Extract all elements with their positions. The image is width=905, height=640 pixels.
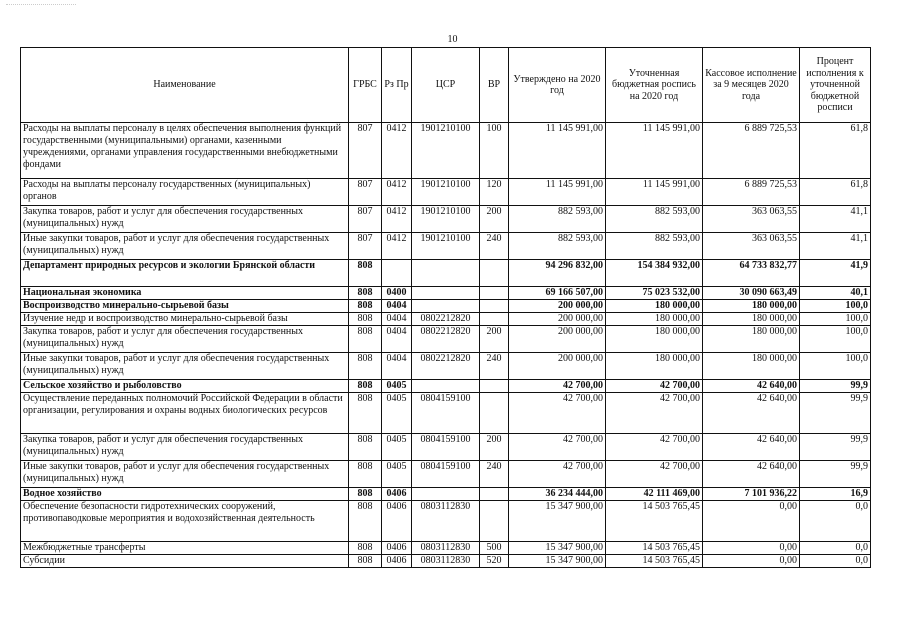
row-vr [480, 287, 509, 300]
table-row [21, 123, 871, 179]
header-name: Наименование [21, 48, 349, 123]
row-name: Изучение недр и воспроизводство минерально-сырьевой базы [21, 313, 349, 326]
row-name: Закупка товаров, работ и услуг для обеспечения государственных (муниципальных) нужд [21, 326, 349, 353]
row-rzpr: 0412 [382, 123, 412, 179]
row-cash: 6 889 725,53 [703, 179, 800, 206]
row-vr [480, 393, 509, 434]
row-rzpr: 0406 [382, 501, 412, 542]
row-csr [412, 260, 480, 287]
row-grbs: 808 [349, 488, 382, 501]
row-percent: 41,9 [800, 260, 871, 287]
row-csr [412, 488, 480, 501]
row-grbs: 808 [349, 542, 382, 555]
row-cash: 180 000,00 [703, 353, 800, 380]
row-vr: 200 [480, 326, 509, 353]
row-vr [480, 260, 509, 287]
row-grbs: 808 [349, 461, 382, 488]
row-rzpr [382, 260, 412, 287]
row-grbs: 807 [349, 123, 382, 179]
row-rzpr: 0412 [382, 206, 412, 233]
row-name: Закупка товаров, работ и услуг для обеспечения государственных (муниципальных) нужд [21, 206, 349, 233]
row-rzpr: 0406 [382, 542, 412, 555]
table-body [21, 123, 871, 568]
row-vr: 200 [480, 206, 509, 233]
row-name: Межбюджетные трансферты [21, 542, 349, 555]
row-grbs: 807 [349, 233, 382, 260]
row-vr [480, 313, 509, 326]
row-csr [412, 300, 480, 313]
row-rzpr: 0404 [382, 353, 412, 380]
row-grbs: 808 [349, 501, 382, 542]
row-cash: 180 000,00 [703, 313, 800, 326]
row-rzpr: 0405 [382, 393, 412, 434]
row-cash: 42 640,00 [703, 393, 800, 434]
row-approved: 42 700,00 [509, 434, 606, 461]
budget-table [20, 47, 871, 568]
table-row [21, 300, 871, 313]
row-approved: 882 593,00 [509, 233, 606, 260]
row-vr: 520 [480, 555, 509, 568]
row-approved: 15 347 900,00 [509, 501, 606, 542]
row-approved: 15 347 900,00 [509, 542, 606, 555]
row-rzpr: 0404 [382, 326, 412, 353]
header-refined: Уточненная бюджетная роспись на 2020 год [606, 48, 703, 123]
row-grbs: 808 [349, 300, 382, 313]
row-percent: 41,1 [800, 233, 871, 260]
header-csr: ЦСР [412, 48, 480, 123]
row-rzpr: 0406 [382, 555, 412, 568]
row-name: Сельское хозяйство и рыболовство [21, 380, 349, 393]
row-percent: 100,0 [800, 353, 871, 380]
row-rzpr: 0406 [382, 488, 412, 501]
header-vr: ВР [480, 48, 509, 123]
row-percent: 99,9 [800, 461, 871, 488]
row-refined: 42 700,00 [606, 380, 703, 393]
row-refined: 42 111 469,00 [606, 488, 703, 501]
row-csr: 0803112830 [412, 542, 480, 555]
row-cash: 30 090 663,49 [703, 287, 800, 300]
table-row [21, 434, 871, 461]
row-vr: 240 [480, 461, 509, 488]
row-cash: 0,00 [703, 542, 800, 555]
table-row [21, 488, 871, 501]
row-percent: 100,0 [800, 313, 871, 326]
row-name: Иные закупки товаров, работ и услуг для обеспечения государственных (муниципальных) нужд [21, 233, 349, 260]
row-approved: 42 700,00 [509, 461, 606, 488]
row-refined: 14 503 765,45 [606, 555, 703, 568]
row-grbs: 808 [349, 555, 382, 568]
row-csr: 0803112830 [412, 555, 480, 568]
row-name: Осуществление переданных полномочий Российской Федерации в области организации, регулирования и охраны водных биологических ресурсов [21, 393, 349, 434]
header-rzpr: Рз Пр [382, 48, 412, 123]
row-csr: 1901210100 [412, 206, 480, 233]
row-cash: 64 733 832,77 [703, 260, 800, 287]
row-grbs: 808 [349, 380, 382, 393]
row-approved: 11 145 991,00 [509, 123, 606, 179]
row-percent: 61,8 [800, 123, 871, 179]
row-csr: 0804159100 [412, 461, 480, 488]
row-vr: 120 [480, 179, 509, 206]
row-name: Воспроизводство минерально-сырьевой базы [21, 300, 349, 313]
row-refined: 882 593,00 [606, 233, 703, 260]
table-row [21, 206, 871, 233]
row-vr [480, 300, 509, 313]
table-row [21, 233, 871, 260]
header-percent: Процент исполнения к уточненной бюджетной росписи [800, 48, 871, 123]
row-grbs: 808 [349, 260, 382, 287]
row-refined: 75 023 532,00 [606, 287, 703, 300]
row-csr [412, 380, 480, 393]
row-refined: 11 145 991,00 [606, 179, 703, 206]
table-row [21, 501, 871, 542]
row-refined: 11 145 991,00 [606, 123, 703, 179]
row-grbs: 808 [349, 434, 382, 461]
row-vr [480, 488, 509, 501]
row-percent: 99,9 [800, 380, 871, 393]
table-row [21, 393, 871, 434]
row-csr: 0802212820 [412, 313, 480, 326]
row-name: Водное хозяйство [21, 488, 349, 501]
row-name: Закупка товаров, работ и услуг для обеспечения государственных (муниципальных) нужд [21, 434, 349, 461]
row-refined: 42 700,00 [606, 393, 703, 434]
row-rzpr: 0405 [382, 461, 412, 488]
table-row [21, 179, 871, 206]
row-approved: 11 145 991,00 [509, 179, 606, 206]
row-percent: 100,0 [800, 326, 871, 353]
row-cash: 42 640,00 [703, 461, 800, 488]
row-refined: 180 000,00 [606, 353, 703, 380]
row-rzpr: 0405 [382, 434, 412, 461]
row-refined: 180 000,00 [606, 313, 703, 326]
table-row [21, 542, 871, 555]
row-grbs: 808 [349, 393, 382, 434]
row-approved: 200 000,00 [509, 300, 606, 313]
row-refined: 42 700,00 [606, 434, 703, 461]
row-name: Иные закупки товаров, работ и услуг для обеспечения государственных (муниципальных) нужд [21, 461, 349, 488]
row-name: Обеспечение безопасности гидротехнических сооружений, противопаводковые мероприятия и водохозяйственная деятельность [21, 501, 349, 542]
row-cash: 180 000,00 [703, 300, 800, 313]
row-csr: 0802212820 [412, 353, 480, 380]
row-csr [412, 287, 480, 300]
row-approved: 200 000,00 [509, 353, 606, 380]
row-cash: 42 640,00 [703, 434, 800, 461]
header-approved: Утверждено на 2020 год [509, 48, 606, 123]
row-percent: 0,0 [800, 542, 871, 555]
row-vr [480, 380, 509, 393]
row-name: Расходы на выплаты персоналу государственных (муниципальных) органов [21, 179, 349, 206]
table-row [21, 326, 871, 353]
row-cash: 180 000,00 [703, 326, 800, 353]
row-percent: 0,0 [800, 555, 871, 568]
row-rzpr: 0404 [382, 313, 412, 326]
row-vr [480, 501, 509, 542]
row-approved: 42 700,00 [509, 393, 606, 434]
row-approved: 42 700,00 [509, 380, 606, 393]
row-percent: 16,9 [800, 488, 871, 501]
row-csr: 1901210100 [412, 233, 480, 260]
row-cash: 6 889 725,53 [703, 123, 800, 179]
row-percent: 0,0 [800, 501, 871, 542]
row-grbs: 808 [349, 287, 382, 300]
row-approved: 69 166 507,00 [509, 287, 606, 300]
row-name: Субсидии [21, 555, 349, 568]
row-approved: 882 593,00 [509, 206, 606, 233]
row-cash: 0,00 [703, 501, 800, 542]
row-rzpr: 0400 [382, 287, 412, 300]
row-name: Иные закупки товаров, работ и услуг для обеспечения государственных (муниципальных) нужд [21, 353, 349, 380]
row-percent: 99,9 [800, 393, 871, 434]
row-vr: 500 [480, 542, 509, 555]
row-approved: 200 000,00 [509, 326, 606, 353]
page-number: 10 [447, 34, 458, 45]
table-row [21, 260, 871, 287]
row-refined: 42 700,00 [606, 461, 703, 488]
row-csr: 0803112830 [412, 501, 480, 542]
row-refined: 882 593,00 [606, 206, 703, 233]
row-cash: 363 063,55 [703, 233, 800, 260]
row-refined: 14 503 765,45 [606, 501, 703, 542]
row-rzpr: 0412 [382, 233, 412, 260]
scan-artifact [6, 4, 76, 11]
table-row [21, 287, 871, 300]
row-approved: 94 296 832,00 [509, 260, 606, 287]
row-refined: 154 384 932,00 [606, 260, 703, 287]
row-csr: 0804159100 [412, 434, 480, 461]
row-percent: 99,9 [800, 434, 871, 461]
header-cash: Кассовое исполнение за 9 месяцев 2020 года [703, 48, 800, 123]
row-vr: 240 [480, 233, 509, 260]
row-name: Национальная экономика [21, 287, 349, 300]
table-row [21, 555, 871, 568]
row-grbs: 807 [349, 179, 382, 206]
row-percent: 100,0 [800, 300, 871, 313]
row-percent: 40,1 [800, 287, 871, 300]
row-name: Департамент природных ресурсов и экологии Брянской области [21, 260, 349, 287]
row-cash: 363 063,55 [703, 206, 800, 233]
table-row [21, 380, 871, 393]
row-cash: 7 101 936,22 [703, 488, 800, 501]
row-csr: 0802212820 [412, 326, 480, 353]
row-rzpr: 0405 [382, 380, 412, 393]
row-name: Расходы на выплаты персоналу в целях обеспечения выполнения функций государственными (муниципальными) органами, казенными учреждениями, органами управления государственными внебюджетными фондами [21, 123, 349, 179]
row-cash: 42 640,00 [703, 380, 800, 393]
row-refined: 180 000,00 [606, 326, 703, 353]
row-csr: 1901210100 [412, 123, 480, 179]
row-percent: 61,8 [800, 179, 871, 206]
row-grbs: 807 [349, 206, 382, 233]
row-cash: 0,00 [703, 555, 800, 568]
row-approved: 15 347 900,00 [509, 555, 606, 568]
row-rzpr: 0412 [382, 179, 412, 206]
row-rzpr: 0404 [382, 300, 412, 313]
row-refined: 180 000,00 [606, 300, 703, 313]
row-vr: 200 [480, 434, 509, 461]
header-grbs: ГРБС [349, 48, 382, 123]
row-grbs: 808 [349, 313, 382, 326]
row-grbs: 808 [349, 353, 382, 380]
row-approved: 36 234 444,00 [509, 488, 606, 501]
header-row [21, 48, 871, 123]
row-vr: 100 [480, 123, 509, 179]
table-row [21, 461, 871, 488]
row-csr: 0804159100 [412, 393, 480, 434]
table-row [21, 313, 871, 326]
row-refined: 14 503 765,45 [606, 542, 703, 555]
row-grbs: 808 [349, 326, 382, 353]
row-vr: 240 [480, 353, 509, 380]
row-csr: 1901210100 [412, 179, 480, 206]
table-row [21, 353, 871, 380]
row-approved: 200 000,00 [509, 313, 606, 326]
row-percent: 41,1 [800, 206, 871, 233]
